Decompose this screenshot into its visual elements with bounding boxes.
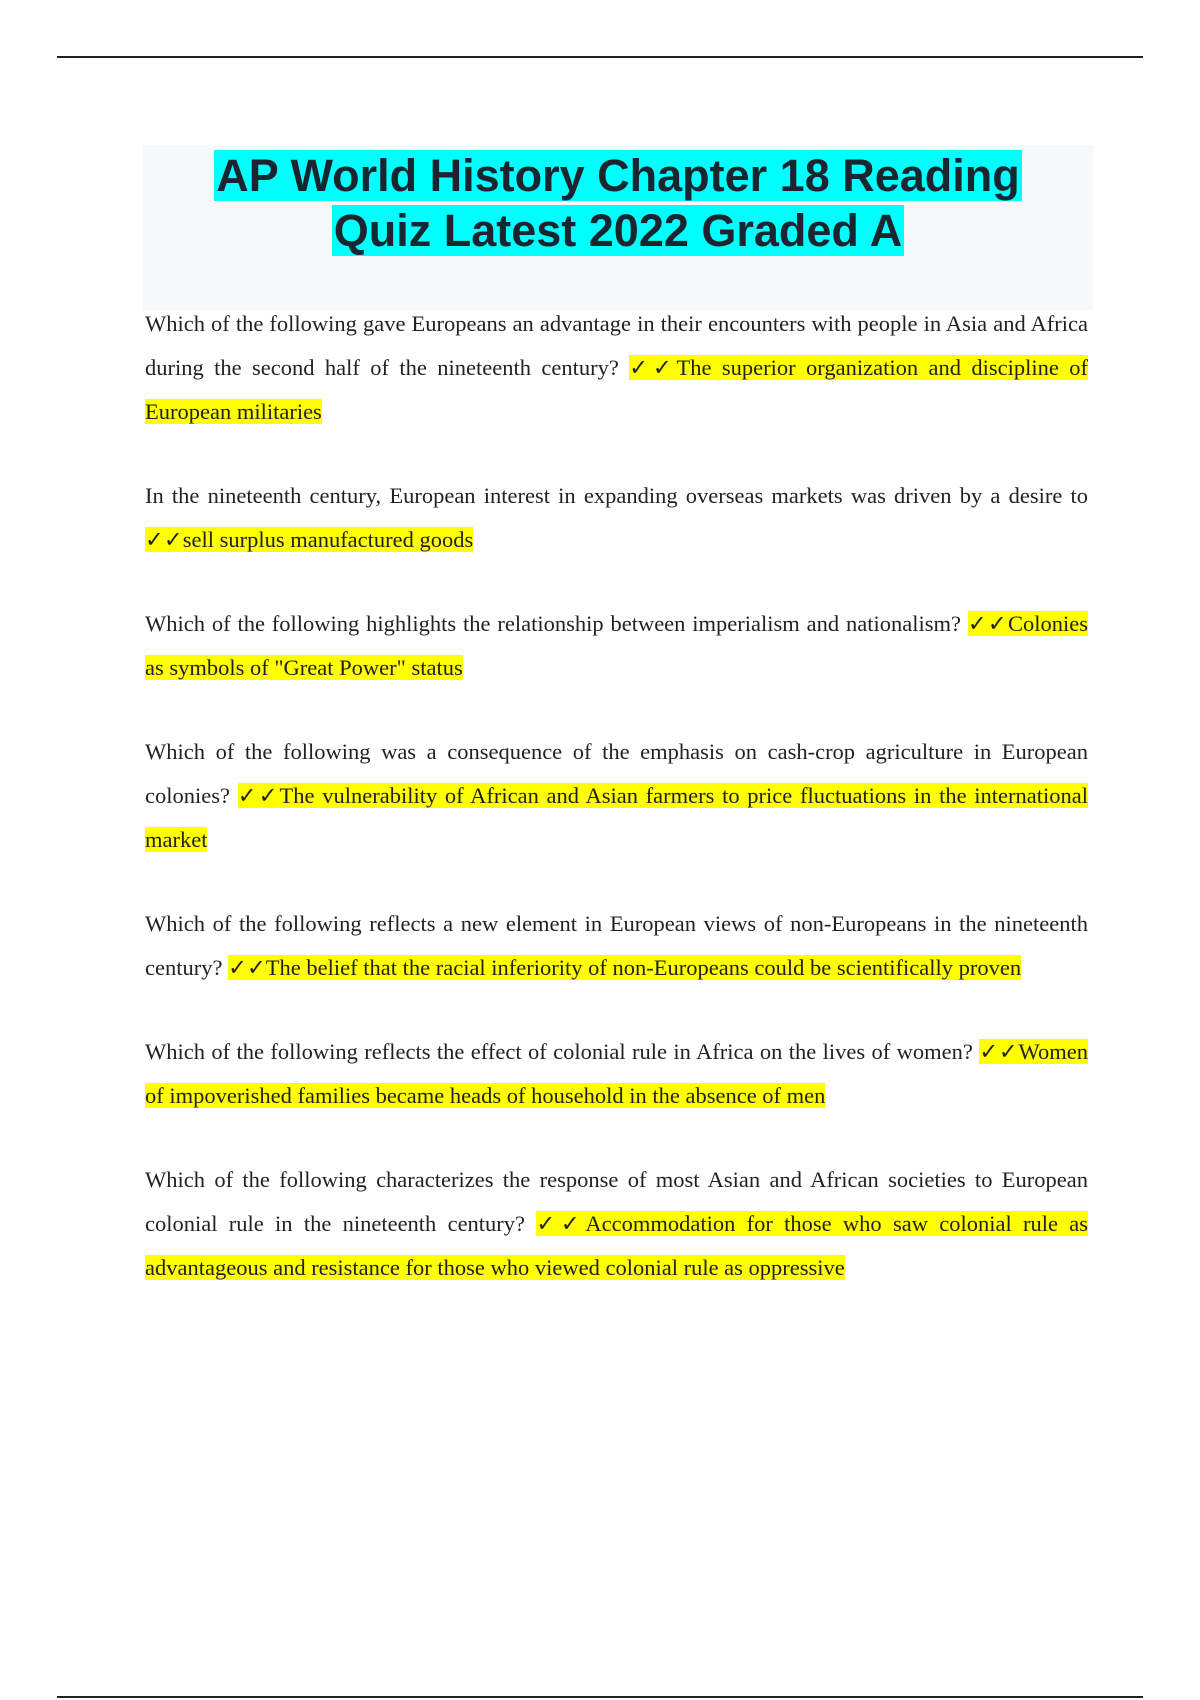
answer-text: ✓✓Colonies as symbols of "Great Power" status [145,611,1089,680]
bottom-rule [57,1696,1143,1698]
question-text: Which of the following was a consequence of the emphasis on cash-crop agriculture in European colonies? [145,739,1088,808]
qa-item [145,302,1088,434]
qa-item [145,902,1088,990]
question-text: Which of the following highlights the relationship between imperialism and nationalism? [145,611,961,636]
question-text: Which of the following reflects a new element in European views of non-Europeans in the nineteenth century? [145,911,1088,980]
answer-text: ✓✓Accommodation for those who saw colonial rule as advantageous and resistance for those who viewed colonial rule as oppressive [145,1211,1089,1280]
answer-text: ✓✓The vulnerability of African and Asian farmers to price fluctuations in the international market [145,783,1089,852]
question-text: Which of the following gave Europeans an advantage in their encounters with people in Asia and Africa during the second half of the nineteenth century? [145,311,1088,380]
top-rule [57,56,1143,58]
qa-item [145,1158,1088,1290]
question-text: In the nineteenth century, European interest in expanding overseas markets was driven by a desire to [145,483,1088,508]
answer-text: ✓✓The superior organization and discipline of European militaries [145,355,1088,424]
qa-item [145,602,1088,690]
qa-item [145,730,1088,862]
qa-list [145,302,1088,1330]
answer-text: ✓✓The belief that the racial inferiority of non-Europeans could be scientifically proven [228,955,1022,980]
title-line-1: AP World History Chapter 18 Reading [216,150,1020,201]
question-text: Which of the following characterizes the response of most Asian and African societies to European colonial rule in the nineteenth century? [145,1167,1088,1236]
answer-text: ✓✓sell surplus manufactured goods [145,527,474,552]
title-line-2: Quiz Latest 2022 Graded A [333,205,903,256]
question-text: Which of the following reflects the effect of colonial rule in Africa on the lives of women? [145,1039,973,1064]
page-title [143,145,1093,258]
qa-item [145,474,1088,562]
qa-item [145,1030,1088,1118]
answer-text: ✓✓Women of impoverished families became heads of household in the absence of men [145,1039,1088,1108]
title-block [143,145,1093,310]
